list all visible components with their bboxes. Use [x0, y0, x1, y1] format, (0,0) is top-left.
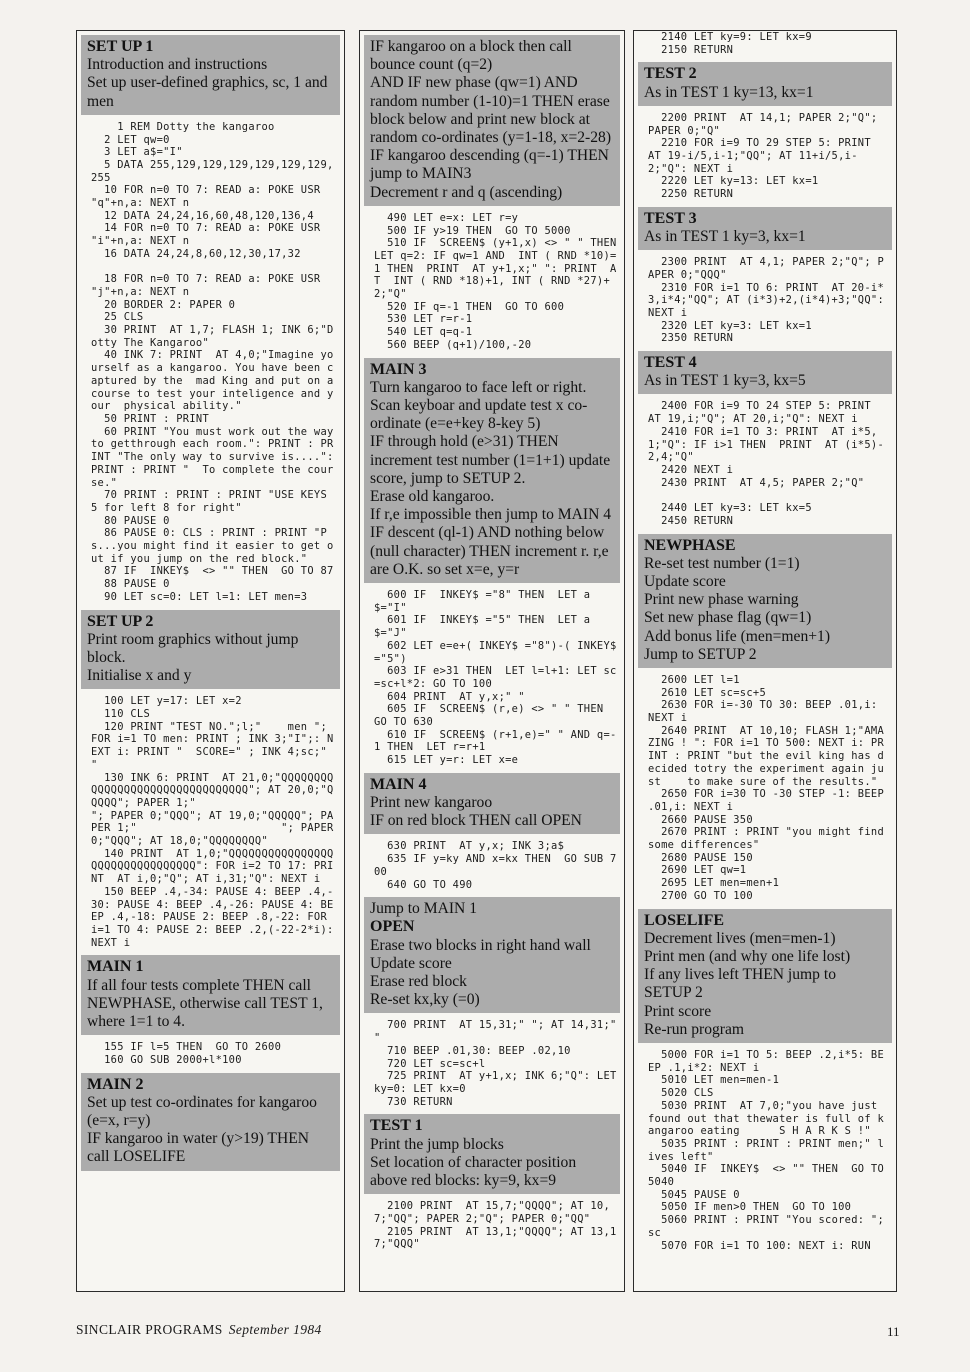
- code-listing: 2200 PRINT AT 14,1; PAPER 2;"Q"; PAPER 0;"Q" 2210 FOR i=9 TO 29 STEP 5: PRINT AT 19-i/5,i-1;"QQ"; AT 11+i/5,i-2;"Q": NEXT i 2220 LET ky=13: LET kx=1 2250 RETURN: [648, 111, 878, 201]
- note-line: Re-set kx,ky (=0): [370, 991, 480, 1009]
- section-heading: OPEN: [370, 918, 415, 936]
- note-line: As in TEST 1 ky=3, kx=5: [644, 372, 806, 390]
- section-heading: SET UP 2: [87, 612, 154, 630]
- code-listing: 700 PRINT AT 15,31;" "; AT 14,31;" " 710 BEEP .01,30: BEEP .02,10 720 LET sc=sc+l 725 PRINT AT y+1,x; INK 6;"Q": LET ky=0: LET kx=0 730 RETURN: [374, 1019, 617, 1108]
- main4-notes: [364, 773, 620, 835]
- code-listing: 630 PRINT AT y,x; INK 3;a$ 635 IF y=ky AND x=kx THEN GO SUB 700 640 GO TO 490: [374, 840, 617, 891]
- page-footer: [76, 1322, 322, 1338]
- section-heading: NEWPHASE: [644, 536, 736, 554]
- note-line: IF kangaroo descending (q=-1) THEN jump to MAIN3: [370, 147, 609, 183]
- code-listing: 2140 LET ky=9: LET kx=9 2150 RETURN: [661, 31, 812, 56]
- main3-notes: [364, 358, 620, 583]
- note-line: Decrement lives (men=men-1): [644, 929, 836, 947]
- note-line: Print new kangaroo: [370, 794, 493, 812]
- column-3: [633, 30, 897, 1292]
- main2-notes-continued: [364, 35, 620, 206]
- note-line: Decrement r and q (ascending): [370, 183, 563, 201]
- note-line: IF on red block THEN call OPEN: [370, 812, 582, 830]
- test2-notes: [638, 62, 892, 105]
- section-heading: TEST 2: [644, 65, 697, 83]
- code-listing: 5000 FOR i=1 TO 5: BEEP .2,i*5: BEEP .1,i*2: NEXT i 5010 LET men=men-1 5020 CLS 5030 PRINT AT 7,0;"you have just found out that thewater is full of kangaroo eating S H A R K S !" 5035 PRINT : PRINT : PRINT men;" lives left" 5040 IF INKEY$ <> "" THEN GO TO 5040 5045 PAUSE 0 5050 IF men>0 THEN GO TO 100 5060 PRINT : PRINT "You scored: ";sc 5070 FOR i=1 TO 100: NEXT i: RUN: [648, 1049, 885, 1252]
- code-listing: 155 IF l=5 THEN GO TO 2600 160 GO SUB 2000+l*100: [104, 1041, 282, 1066]
- note-line: Print new phase warning: [644, 591, 799, 609]
- section-heading: TEST 1: [370, 1117, 423, 1135]
- code-listing: 2400 FOR i=9 TO 24 STEP 5: PRINT AT 19,i;"Q"; AT 20,i;"Q": NEXT i 2410 FOR i=1 TO 3: PRINT AT i*5,1;"Q": IF i>1 THEN PRINT AT (i*5)-2,4;"Q" 2420 NEXT i 2430 PRINT AT 4,5; PAPER 2;"Q" 2440 LET ky=3: LET kx=5 2450 RETURN: [648, 400, 885, 527]
- note-line: IF kangaroo in water (y>19) THEN call LOSELIFE: [87, 1130, 309, 1166]
- open-notes: [364, 897, 620, 1013]
- loselife-notes: [638, 909, 892, 1043]
- note-line: Erase red block: [370, 973, 467, 991]
- note-line: Re-set test number (1=1): [644, 554, 800, 572]
- test1-notes: [364, 1114, 620, 1194]
- note-line: Turn kangaroo to face left or right.: [370, 378, 587, 396]
- code-listing: 2100 PRINT AT 15,7;"QQQQ"; AT 10,7;"QQ"; PAPER 2;"Q"; PAPER 0;"QQ" 2105 PRINT AT 13,1;"QQQQ"; AT 13,17;"QQQ": [374, 1200, 617, 1251]
- note-line: Update score: [370, 954, 452, 972]
- section-heading: MAIN 2: [87, 1075, 144, 1093]
- note-line: IF kangaroo on a block then call bounce count (q=2): [370, 38, 572, 74]
- note-line: Introduction and instructions: [87, 56, 268, 74]
- section-heading: LOSELIFE: [644, 911, 725, 929]
- column-2: [359, 30, 625, 1292]
- note-line: Set up user-defined graphics, sc, 1 and men: [87, 74, 328, 110]
- section-heading: SET UP 1: [87, 38, 154, 55]
- code-listing: 600 IF INKEY$ ="8" THEN LET a$="I" 601 IF INKEY$ ="5" THEN LET a$="J" 602 LET e=e+( INKEY$ ="8")-( INKEY$ ="5") 603 IF e>31 THEN LET l=l+1: LET sc=sc+l*2: GO TO 100 604 PRINT AT y,x;" " 605 IF SCREEN$ (r,e) <> " " THEN GO TO 630 610 IF SCREEN$ (r+1,e)=" " AND q=-1 THEN LET r=r+1 615 LET y=r: LET x=e: [374, 589, 617, 767]
- magazine-title: SINCLAIR PROGRAMS: [76, 1322, 223, 1337]
- note-line: Set up test co-ordinates for kangaroo (e=x, r=y): [87, 1093, 317, 1130]
- note-line: If any lives left THEN jump to SETUP 2: [644, 966, 836, 1002]
- note-line: Update score: [644, 572, 726, 590]
- note-line: Print the jump blocks: [370, 1135, 504, 1153]
- note-line: Set location of character position above red blocks: ky=9, kx=9: [370, 1153, 577, 1190]
- newphase-notes: [638, 534, 892, 668]
- page-number: 11: [887, 1324, 900, 1339]
- main2-notes: [81, 1073, 340, 1171]
- test4-notes: [638, 351, 892, 394]
- main1-notes: [81, 955, 340, 1035]
- issue-date: September 1984: [228, 1322, 322, 1337]
- note-line: Erase old kangaroo.: [370, 487, 495, 505]
- note-line: AND IF new phase (qw=1) AND random number (1-10)=1 THEN erase block below and print new block at random co-ordinates (y=1-18, x=2-28): [370, 74, 612, 147]
- code-listing: 2600 LET l=1 2610 LET sc=sc+5 2630 FOR i=-30 TO 30: BEEP .01,i: NEXT i 2640 PRINT AT 10,10; FLASH 1;"AMAZING ! ": FOR i=1 TO 500: NEXT i: PRINT : PRINT "but the evil king has decided totry the experiment again just to make sure of the results." 2650 FOR i=30 TO -30 STEP -1: BEEP .01,i: NEXT i 2660 PAUSE 350 2670 PRINT : PRINT "you might find some differences" 2680 PAUSE 150 2690 LET qw=1 2695 LET men=men+1 2700 GO TO 100: [648, 673, 885, 902]
- section-heading: TEST 4: [644, 354, 697, 372]
- note-line: Print men (and why one life lost): [644, 947, 851, 965]
- column-1: [76, 30, 345, 1292]
- note-line: Scan keyboar and update test x co-ordinate (e=e+key 8-key 5): [370, 396, 588, 433]
- section-heading: MAIN 3: [370, 360, 427, 378]
- note-line: As in TEST 1 ky=13, kx=1: [644, 83, 814, 101]
- code-listing: 1 REM Dotty the kangaroo 2 LET qw=0 3 LET a$="I" 5 DATA 255,129,129,129,129,129,129,255 10 FOR n=0 TO 7: READ a: POKE USR "q"+n,a: NEXT n 12 DATA 24,24,16,60,48,120,136,4 14 FOR n=0 TO 7: READ a: POKE USR "i"+n,a: NEXT n 16 DATA 24,24,8,60,12,30,17,32 18 FOR n=0 TO 7: READ a: POKE USR "j"+n,a: NEXT n 20 BORDER 2: PAPER 0 25 CLS 30 PRINT AT 1,7; FLASH 1; INK 6;"Dotty The Kangaroo" 40 INK 7: PRINT AT 4,0;"Imagine yourself as a kangaroo. You have been captured by the mad King and put on a course to test your inteligence and your physical ability." 50 PRINT : PRINT 60 PRINT "You must work out the way to getthrough each room.": PRINT : PRINT "The only way to survive is....": PRINT : PRINT " To complete the course." 70 PRINT : PRINT : PRINT "USE KEYS 5 for left 8 for right" 80 PAUSE 0 86 PAUSE 0: CLS : PRINT : PRINT "Ps...you might find it easier to get out if you jump on the red block." 87 IF INKEY$ <> "" THEN GO TO 87 88 PAUSE 0 90 LET sc=0: LET l=1: LET men=3: [91, 120, 334, 603]
- note-line: Jump to MAIN 1: [370, 900, 477, 918]
- code-listing: 100 LET y=17: LET x=2 110 CLS 120 PRINT "TEST NO.";l;" men "; FOR i=1 TO men: PRINT ; INK 3;"I";: NEXT i: PRINT " SCORE=" ; INK 4;sc;" " 130 INK 6: PRINT AT 21,0;"QQQQQQQQQQQQQQQQQQQQQQQQQQQQQQQQ"; AT 20,0;"QQQQQ"; PAPER 1;" "; PAPER 0;"QQQ"; AT 19,0;"QQQQQ"; PAPER 1;" "; PAPER 0;"QQQ"; AT 18,0;"QQQQQQQQ" 140 PRINT AT 1,0;"QQQQQQQQQQQQQQQQQQQQQQQQQQQQQQQQ": FOR i=2 TO 17: PRINT AT i,0;"Q"; AT i,31;"Q": NEXT i 150 BEEP .4,-34: PAUSE 4: BEEP .4,-30: PAUSE 4: BEEP .4,-26: PAUSE 4: BEEP .4,-18: PAUSE 2: BEEP .8,-22: FOR i=1 TO 4: PAUSE 2: BEEP .2,(-22-2*i): NEXT i: [91, 695, 334, 949]
- section-heading: TEST 3: [644, 209, 697, 227]
- note-line: Print score: [644, 1002, 712, 1020]
- section-heading: MAIN 4: [370, 775, 427, 793]
- code-listing: 490 LET e=x: LET r=y 500 IF y>19 THEN GO TO 5000 510 IF SCREEN$ (y+1,x) <> " " THEN LET q=2: IF qw=1 AND INT ( RND *10)=1 THEN PRINT AT y+1,x;" ": PRINT AT INT ( RND *18)+1, INT ( RND *27)+2;"Q" 520 IF q=-1 THEN GO TO 600 530 LET r=r-1 540 LET q=q-1 560 BEEP (q+1)/100,-20: [374, 211, 617, 351]
- section-heading: MAIN 1: [87, 958, 144, 976]
- note-line: Add bonus life (men=men+1): [644, 627, 831, 645]
- note-line: As in TEST 1 ky=3, kx=1: [644, 227, 806, 245]
- note-line: If r,e impossible then jump to MAIN 4: [370, 506, 612, 524]
- setup1-notes: [81, 35, 340, 115]
- code-listing: 2300 PRINT AT 4,1; PAPER 2;"Q"; PAPER 0;"QQQ" 2310 FOR i=1 TO 6: PRINT AT 20-i*3,i*4;"QQ"; AT (i*3)+2,(i*4)+3;"QQ": NEXT i 2320 LET ky=3: LET kx=1 2350 RETURN: [648, 256, 885, 345]
- note-line: Print room graphics without jump block.: [87, 630, 299, 666]
- note-line: Re-run program: [644, 1020, 745, 1038]
- note-line: Set new phase flag (qw=1): [644, 609, 812, 627]
- note-line: IF descent (ql-1) AND nothing below (null character) THEN increment r. r,e are O.K. so set x=e, y=r: [370, 524, 609, 578]
- note-line: IF through hold (e>31) THEN increment test number (1=1+1) update score, jump to SETUP 2.: [370, 433, 611, 487]
- note-line: If all four tests complete THEN call NEWPHASE, otherwise call TEST 1, where 1=1 to 4.: [87, 976, 323, 1031]
- note-line: Jump to SETUP 2: [644, 645, 757, 663]
- note-line: Erase two blocks in right hand wall: [370, 936, 591, 954]
- setup2-notes: [81, 610, 340, 690]
- note-line: Initialise x and y: [87, 667, 192, 685]
- test3-notes: [638, 207, 892, 250]
